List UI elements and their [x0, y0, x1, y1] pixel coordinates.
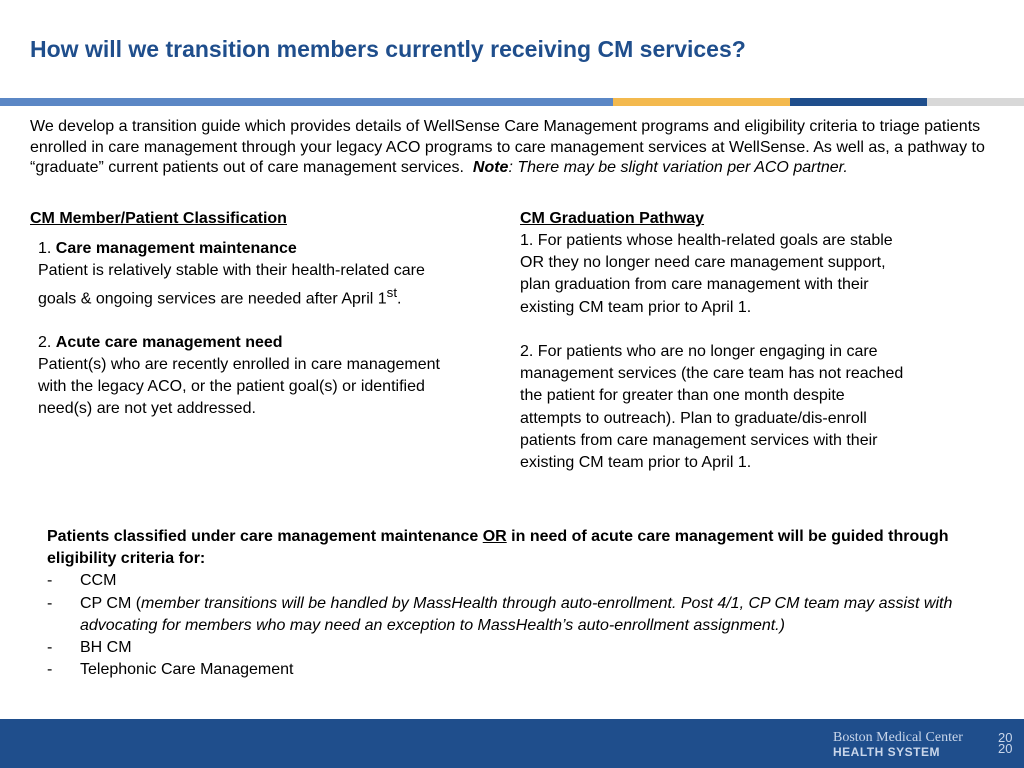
logo-line-1: Boston Medical Center: [833, 730, 963, 745]
graduation-item-not-engaging: 2. For patients who are no longer engaging in care management services (the care team has not reached the patient for greater than one month despite attempts to outreach). Plan to graduate/dis-enroll patients from care management services with their existing CM team prior to April 1.: [520, 343, 904, 472]
classification-list: [38, 238, 448, 442]
list-item: [47, 659, 987, 681]
intro-paragraph: [30, 117, 1000, 179]
list-item-note: member transitions will be handled by MassHealth through auto-enrollment. Post 4/1, CP CM team may assist with advocating for members who may need an exception to MassHealth’s auto-enrollment assignment.): [80, 594, 953, 634]
intro-note-label: Note: [472, 159, 509, 176]
list-item: [47, 570, 987, 592]
bmc-logo: [833, 731, 963, 759]
list-item-text: CCM: [80, 572, 117, 590]
intro-text: We develop a transition guide which provides details of WellSense Care Management programs and eligibility criteria to triage patients enrolled in care management through your legacy ACO programs to care management services at WellSense. As well as, a pathway to “graduate” current patients out of care management services.: [30, 118, 985, 176]
intro-note-text: : There may be slight variation per ACO partner.: [508, 159, 848, 176]
item-superscript: st: [386, 285, 398, 300]
accent-bar-navy: [790, 98, 927, 106]
list-item: [47, 593, 987, 637]
graduation-heading: CM Graduation Pathway: [520, 210, 705, 227]
list-item: [47, 637, 987, 659]
page-number-echo: 20: [998, 741, 1013, 756]
dash-marker: -: [47, 639, 53, 657]
lead-text-b: in need of acute care management will be guided through eligibility criteria for:: [47, 528, 949, 568]
list-item-text: Telephonic Care Management: [80, 661, 294, 679]
accent-bar-blue: [0, 98, 613, 106]
list-item-text: CP CM (: [80, 594, 142, 612]
graduation-section: [520, 208, 910, 496]
item-body: Patient(s) who are recently enrolled in care management with the legacy ACO, or the patient goal(s) or identified need(s) are not yet addressed.: [38, 356, 440, 418]
lead-or: OR: [482, 528, 507, 545]
item-number: 2.: [38, 334, 56, 352]
item-number: 1.: [38, 240, 56, 257]
dash-marker: -: [47, 661, 53, 679]
classification-item-acute: [38, 332, 448, 420]
dash-marker: -: [47, 572, 53, 590]
dash-marker: -: [47, 594, 53, 612]
eligibility-section: [47, 526, 987, 681]
accent-bar-gray: [927, 98, 1024, 106]
logo-line-2: HEALTH SYSTEM: [833, 745, 940, 759]
page-number: [998, 732, 1012, 754]
graduation-item-stable: 1. For patients whose health-related goals are stable OR they no longer need care management support, plan graduation from care management with their existing CM team prior to April 1.: [520, 232, 893, 316]
list-item-text: BH CM: [80, 639, 132, 657]
classification-heading: CM Member/Patient Classification: [30, 210, 287, 227]
eligibility-lead: [47, 526, 987, 570]
item-title: Acute care management need: [55, 334, 283, 352]
item-title: Care management maintenance: [55, 240, 297, 257]
item-body: Patient is relatively stable with their health-related care goals & ongoing services are needed after April 1: [38, 262, 425, 308]
item-end: .: [397, 290, 402, 308]
page-number-text: 20: [998, 730, 1013, 745]
eligibility-list: [47, 570, 987, 681]
lead-text-a: Patients classified under care management maintenance: [47, 528, 483, 545]
accent-bar-gold: [613, 98, 790, 106]
slide-title: How will we transition members currently receiving CM services?: [30, 36, 746, 62]
classification-item-maintenance: [38, 238, 448, 310]
